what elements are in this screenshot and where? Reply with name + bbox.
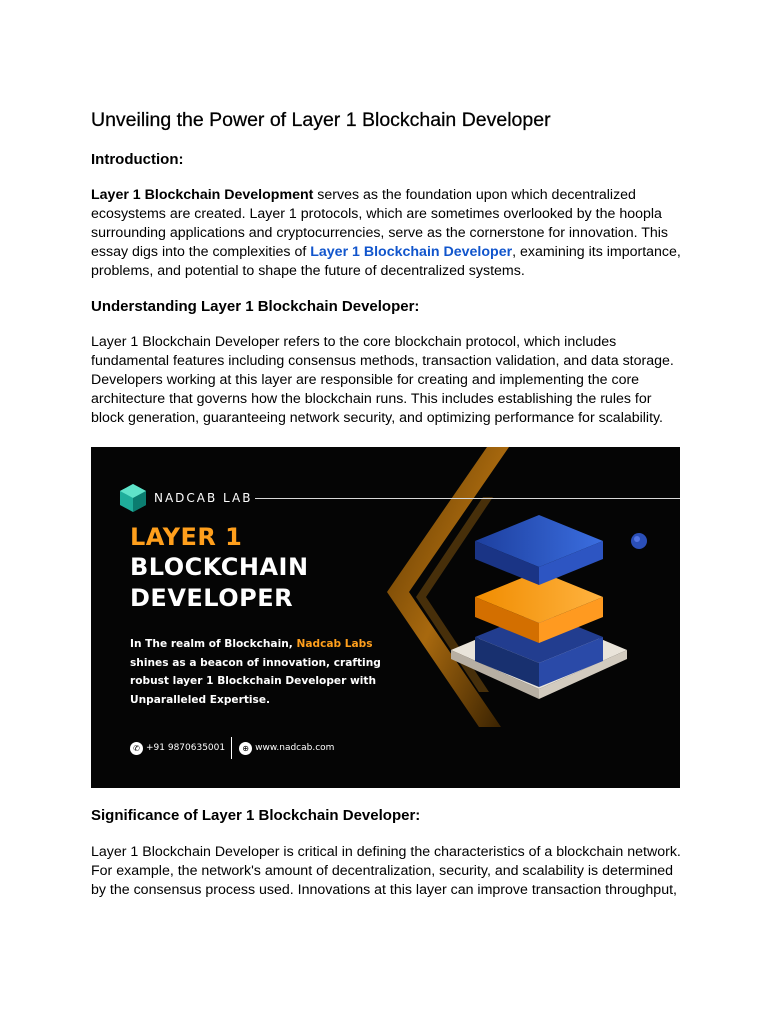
banner-title-line2: BLOCKCHAIN <box>130 553 309 581</box>
understanding-heading: Understanding Layer 1 Blockchain Developer: <box>91 298 420 315</box>
intro-text-1: serves as the foundation upon which decentralized ecosystems are created. Layer 1 protocols, which are sometimes overlooked by the hoopla surrounding applications and cryptocurrencies, serve as the cornerstone for innovation. This essay digs into the complexities of <box>91 187 669 260</box>
significance-paragraph: Layer 1 Blockchain Developer is critical in defining the characteristics of a blockchain network. For example, the network's amount of decentralization, security, and scalability is determined by the consensus process used. Innovations at this layer can improve transaction throughput, <box>91 844 681 898</box>
banner-title-line1: LAYER 1 <box>130 523 243 551</box>
introduction-paragraph <box>91 186 683 281</box>
logo-text: NADCAB LAB <box>154 491 253 505</box>
banner-website: www.nadcab.com <box>255 743 335 753</box>
intro-text-2: , examining its importance, problems, and potential to shape the future of decentralized systems. <box>91 244 681 279</box>
globe-icon: ⊕ <box>239 742 252 755</box>
layer1-developer-link[interactable]: Layer 1 Blockchain Developer <box>310 244 513 260</box>
nadcab-logo-icon <box>118 483 148 513</box>
introduction-heading: Introduction: <box>91 151 184 168</box>
promo-banner-image <box>91 447 680 788</box>
logo-divider-line <box>255 498 680 499</box>
intro-bold-lead: Layer 1 Blockchain Development <box>91 187 314 203</box>
banner-desc-part2: shines as a beacon of innovation, crafting robust layer 1 Blockchain Developer with Unparalleled Expertise. <box>130 656 381 706</box>
banner-description <box>130 635 410 709</box>
banner-phone: +91 9870635001 <box>146 743 226 753</box>
nadcab-logo <box>118 483 252 513</box>
banner-desc-part1: In The realm of Blockchain, <box>130 638 297 650</box>
document-content <box>91 108 683 900</box>
contact-divider <box>231 737 232 759</box>
document-title: Unveiling the Power of Layer 1 Blockchain Developer <box>91 109 551 131</box>
significance-heading: Significance of Layer 1 Blockchain Developer: <box>91 807 421 824</box>
phone-icon: ✆ <box>130 742 143 755</box>
banner-title-line3: DEVELOPER <box>130 584 294 612</box>
understanding-paragraph: Layer 1 Blockchain Developer refers to the core blockchain protocol, which includes fundamental features including consensus methods, transaction validation, and data storage. Developers working at this layer are responsible for creating and implementing the core architecture that governs how the blockchain runs. This includes establishing the rules for block generation, guaranteeing network security, and optimizing performance for scalability. <box>91 334 674 426</box>
banner-desc-highlight: Nadcab Labs <box>296 638 373 650</box>
banner-contact <box>130 737 334 759</box>
